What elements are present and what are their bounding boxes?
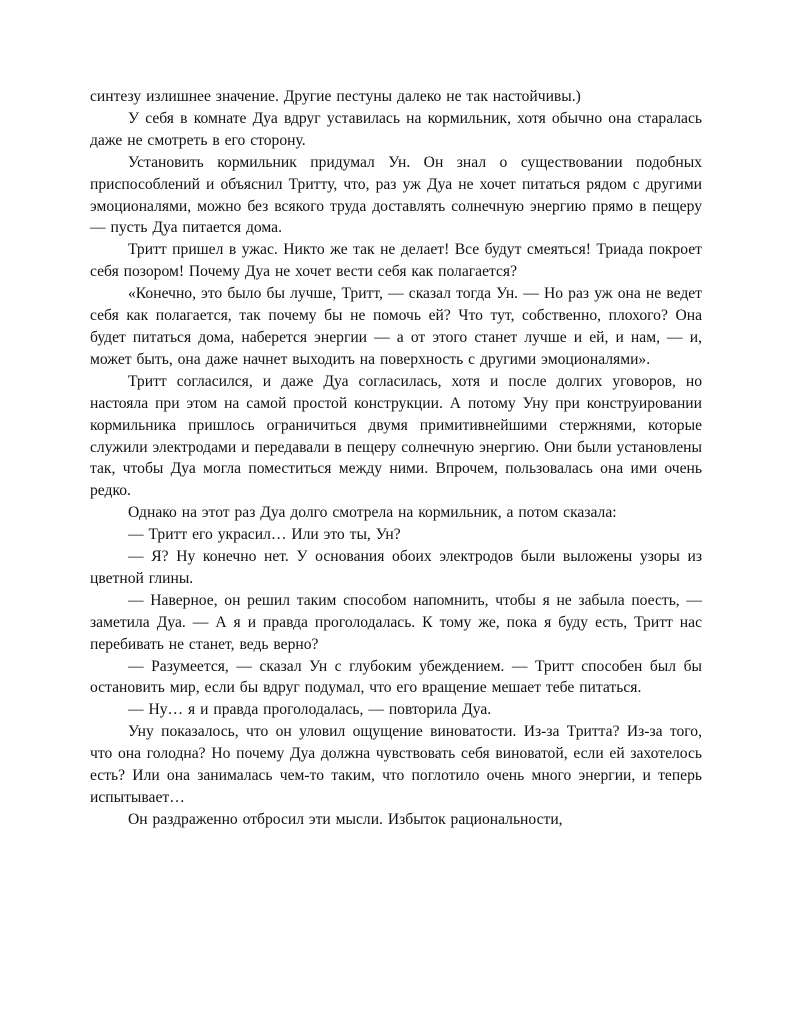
paragraph: — Тритт его украсил… Или это ты, Ун? (128, 526, 401, 544)
paragraph: синтезу излишнее значение. Другие пестуны далеко не так настойчивы.) (90, 88, 581, 105)
paragraph: Тритт пришел в ужас. Никто же так не делает! Все будут смеяться! Триада покроет себя позором! Почему Дуа не хочет вести себя как полагается? (90, 241, 702, 281)
paragraph: «Конечно, это было бы лучше, Тритт, — сказал тогда Ун. — Но раз уж она не ведет себя как полагается, так почему бы не помочь ей? Что тут, собственно, плохого? Она будет питаться дома, наберется энергии — а от этого станет лучше и ей, и нам, — и, может быть, она даже начнет выходить на поверхность с другими эмоционалями». (90, 285, 702, 368)
paragraph: Установить кормильник придумал Ун. Он знал о существовании подобных приспособлений и объяснил Тритту, что, раз уж Дуа не хочет питаться рядом с другими эмоционалями, можно без всякого труда доставлять солнечную энергию прямо в пещеру — пусть Дуа питается дома. (90, 153, 702, 237)
paragraph: Он раздраженно отбросил эти мысли. Избыток рациональности, (128, 810, 563, 828)
paragraph: Тритт согласился, и даже Дуа согласилась, хотя и после долгих уговоров, но настояла при этом на самой простой конструкции. А потому Уну при конструировании кормильника пришлось ограничиться двумя примитивнейшими стержнями, которые служили электродами и передавали в пещеру солнечную энергию. Они были установлены так, чтобы Дуа могла поместиться между ними. Впрочем, пользовалась она ими очень редко. (90, 372, 702, 500)
paragraph: — Наверное, он решил таким способом напомнить, чтобы я не забыла поесть, — заметила Дуа. — А я и правда проголодалась. К тому же, пока я буду есть, Тритт нас перебивать не станет, ведь верно? (90, 591, 702, 653)
page-text (90, 86, 702, 831)
paragraph: Уну показалось, что он уловил ощущение виноватости. Из-за Тритта? Из-за того, что она голодна? Но почему Дуа должна чувствовать себя виноватой, если ей захотелось есть? Или она занималась чем-то таким, что поглотило очень много энергии, и теперь испытывает… (90, 723, 702, 806)
paragraph: У себя в комнате Дуа вдруг уставилась на кормильник, хотя обычно она старалась даже не смотреть в его сторону. (90, 109, 702, 149)
paragraph: — Ну… я и правда проголодалась, — повторила Дуа. (128, 701, 492, 719)
paragraph: Однако на этот раз Дуа долго смотрела на кормильник, а потом сказала: (128, 504, 617, 522)
paragraph: — Разумеется, — сказал Ун с глубоким убеждением. — Тритт способен был бы остановить мир, если бы вдруг подумал, что его вращение мешает тебе питаться. (90, 657, 702, 697)
paragraph: — Я? Ну конечно нет. У основания обоих электродов были выложены узоры из цветной глины. (90, 548, 702, 587)
